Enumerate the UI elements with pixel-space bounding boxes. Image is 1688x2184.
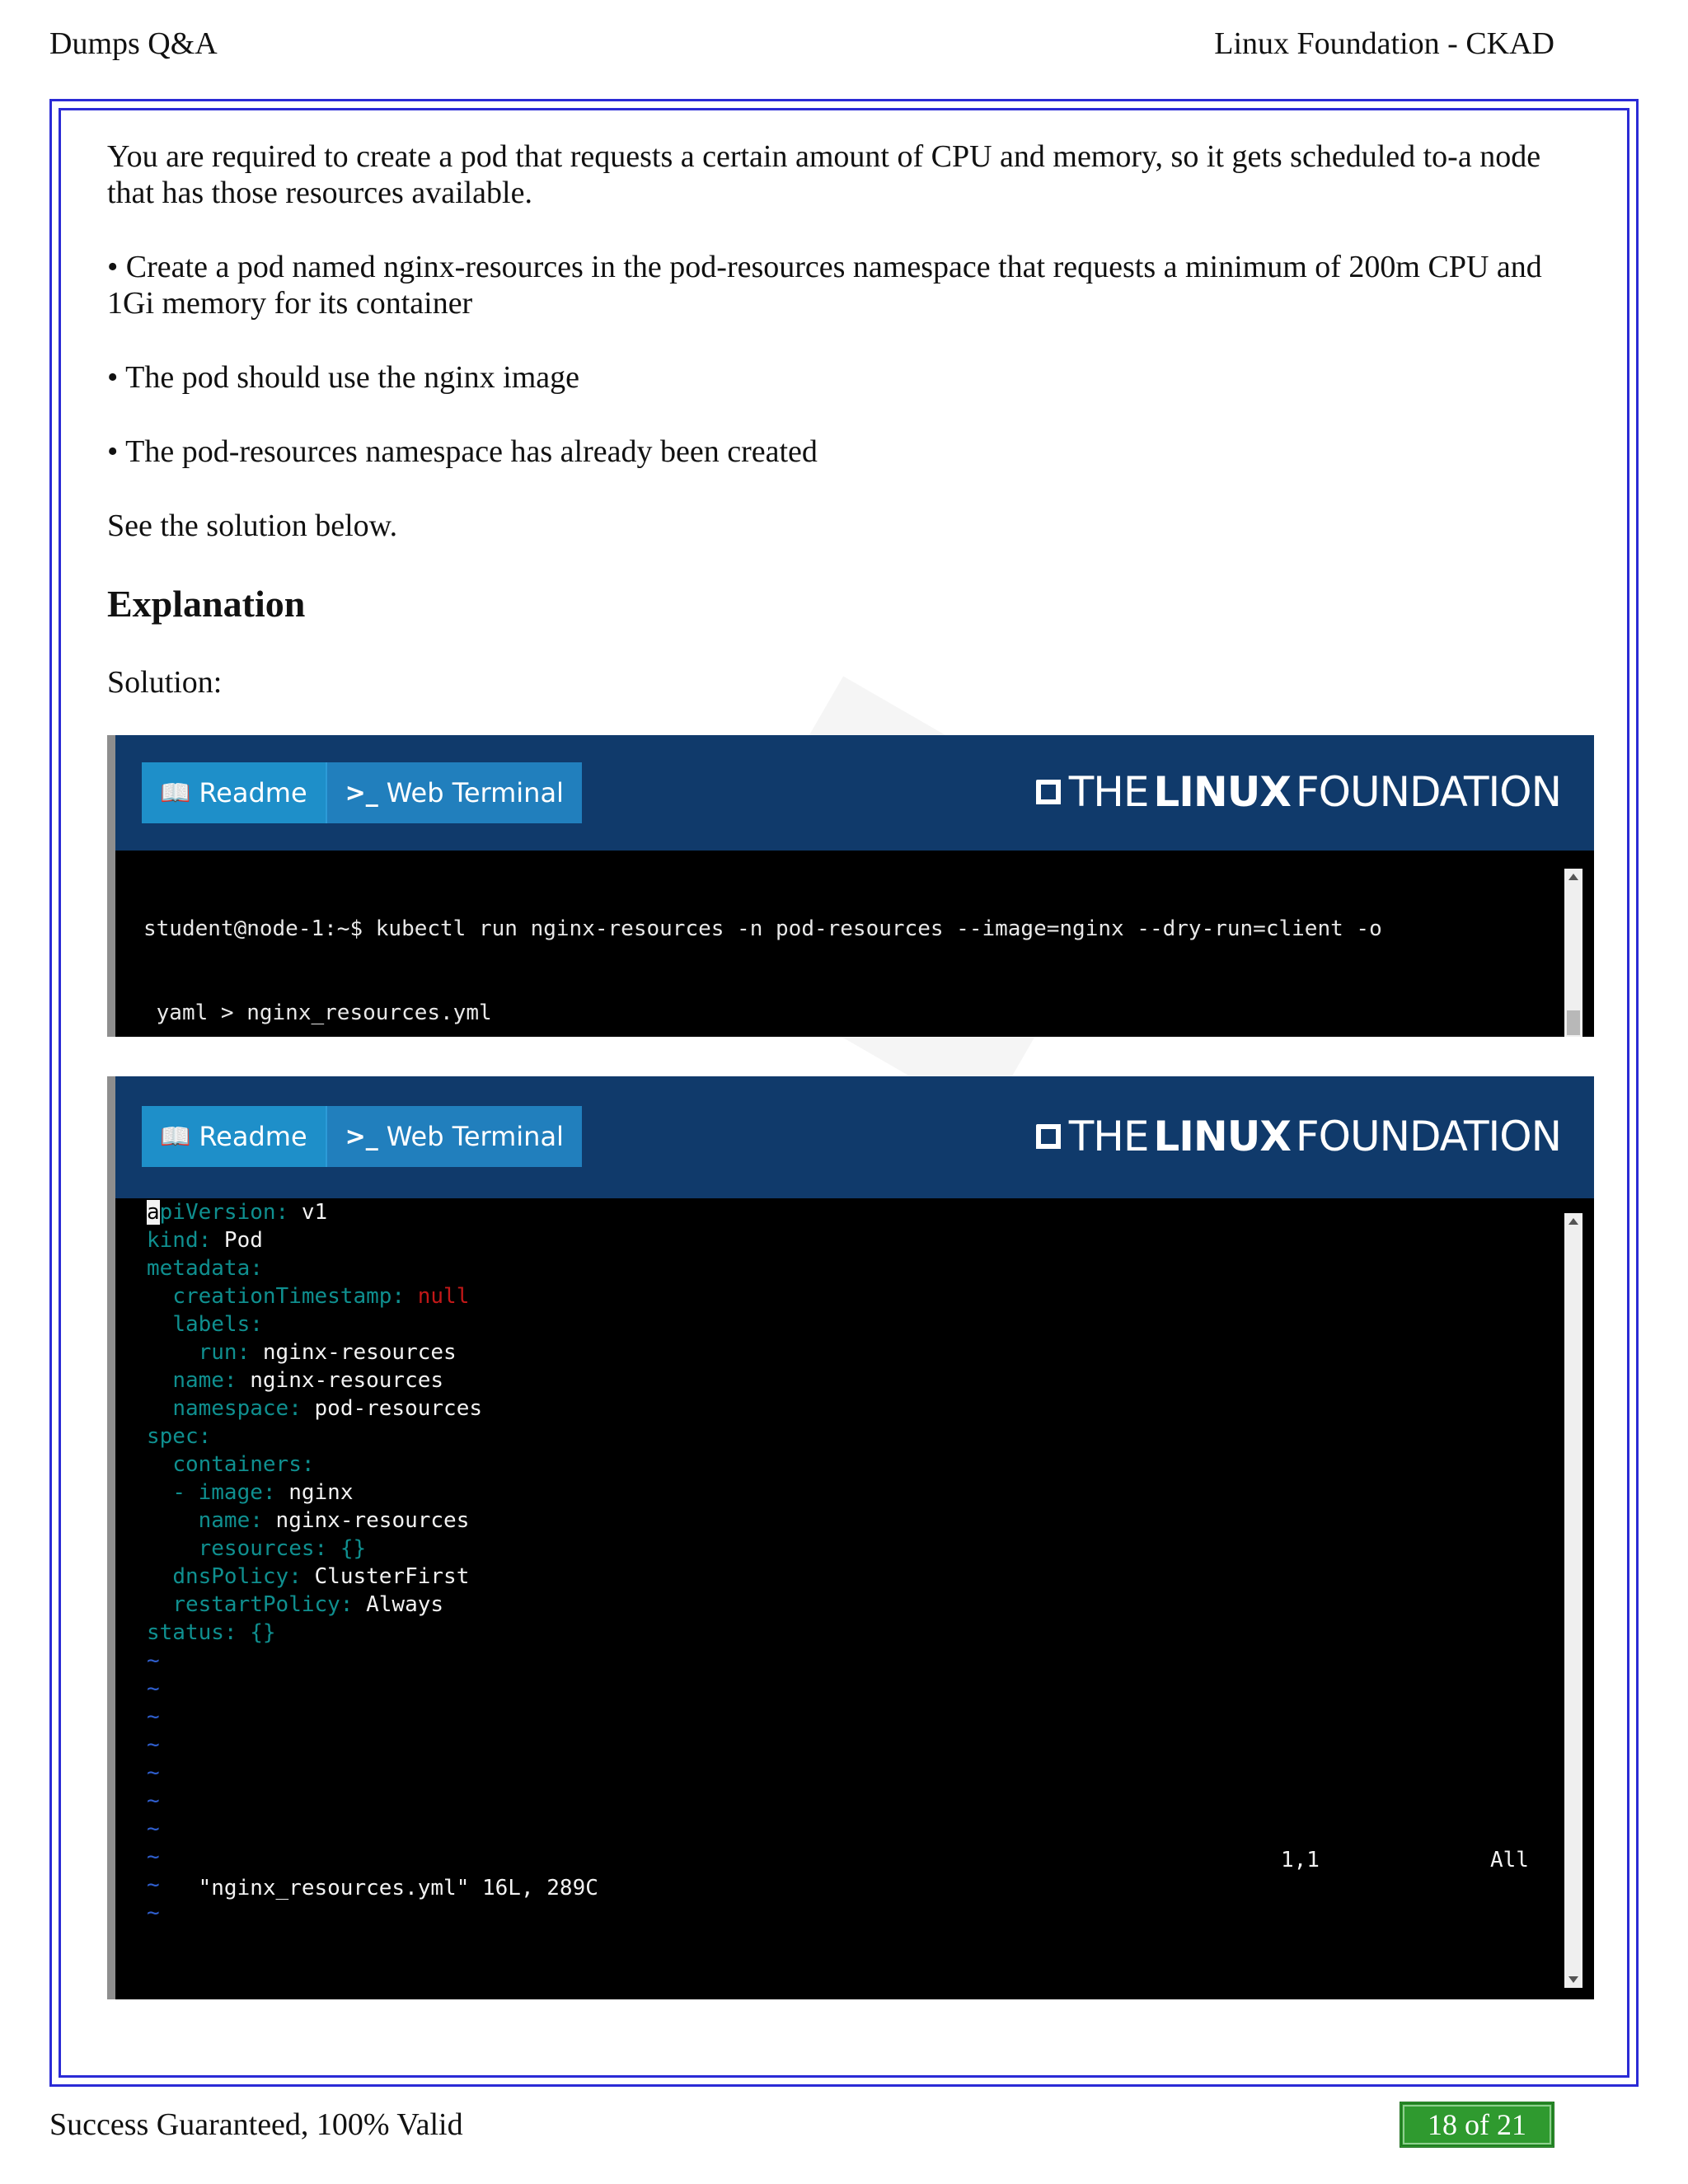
terminal-line: yaml > nginx_resources.yml — [143, 1001, 492, 1025]
yaml-key: labels: — [172, 1312, 263, 1337]
vim-tilde-line: ~ — [147, 1704, 160, 1729]
brand-the: THE — [1068, 1113, 1149, 1160]
yaml-key: restartPolicy: — [172, 1592, 354, 1617]
book-icon: 📖 — [160, 1122, 191, 1151]
yaml-key-rest: piVersion: — [159, 1200, 289, 1225]
terminal-line: student@node-1:~$ kubectl run nginx-resources -n pod-resources --image=nginx --dry-run=client -o — [143, 916, 1382, 941]
terminal-tabs — [142, 1106, 582, 1167]
yaml-key: creationTimestamp: — [172, 1284, 406, 1309]
yaml-key: - image: — [172, 1480, 276, 1505]
terminal-scrollbar[interactable] — [1564, 869, 1582, 1037]
vim-line — [147, 1451, 482, 1479]
header-left: Dumps Q&A — [49, 26, 218, 61]
yaml-key: kind: — [147, 1228, 212, 1253]
vim-indent — [147, 1340, 199, 1365]
scroll-up-icon[interactable] — [1568, 874, 1578, 880]
vim-cursor: a — [147, 1200, 160, 1225]
terminal-left-edge — [107, 1076, 115, 1999]
linux-foundation-mark-icon — [1036, 780, 1061, 804]
question-intro: You are required to create a pod that requests a certain amount of CPU and memory, so it gets scheduled to-a node that has those resources available. — [107, 139, 1541, 210]
terminal-left-edge — [107, 735, 115, 1037]
vim-indent — [147, 1368, 172, 1393]
terminal-screenshot-2 — [107, 1076, 1594, 1999]
vim-line — [147, 1338, 482, 1366]
vim-tilde-line: ~ — [147, 1872, 160, 1897]
vim-line — [147, 1310, 482, 1338]
vim-line — [147, 1198, 482, 1226]
yaml-value: nginx-resources — [262, 1508, 470, 1533]
vim-line — [147, 1563, 482, 1591]
vim-indent — [147, 1480, 172, 1505]
yaml-key: status: — [147, 1620, 237, 1645]
vim-tilde-line: ~ — [147, 1732, 160, 1757]
vim-tilde-line: ~ — [147, 1676, 160, 1701]
yaml-key: metadata: — [147, 1256, 263, 1281]
question-bullet-2: • The pod should use the nginx image — [107, 360, 580, 395]
yaml-value: {} — [327, 1536, 367, 1561]
yaml-value: v1 — [288, 1200, 328, 1225]
vim-tilde-line: ~ — [147, 1760, 160, 1785]
vim-line — [147, 1619, 482, 1647]
vim-line — [147, 1254, 482, 1282]
scroll-up-icon[interactable] — [1568, 1218, 1578, 1225]
yaml-value: nginx-resources — [250, 1340, 457, 1365]
vim-indent — [147, 1396, 172, 1421]
vim-indent — [147, 1284, 172, 1309]
yaml-key: containers: — [172, 1452, 315, 1477]
vim-line — [147, 1507, 482, 1535]
vim-tilde-line: ~ — [147, 1788, 160, 1813]
vim-line — [147, 1226, 482, 1254]
terminal-screenshot-1 — [107, 735, 1594, 1037]
vim-indent — [147, 1592, 172, 1617]
vim-line — [147, 1591, 482, 1619]
yaml-value: Always — [353, 1592, 444, 1617]
vim-buffer[interactable] — [147, 1198, 482, 1927]
vim-indent — [147, 1312, 172, 1337]
linux-foundation-logo — [1036, 1113, 1561, 1160]
tab-web-terminal[interactable] — [326, 762, 582, 823]
brand-linux: LINUX — [1153, 1113, 1291, 1160]
vim-status-line — [147, 1846, 1545, 1986]
vim-indent — [147, 1452, 172, 1477]
yaml-value: ClusterFirst — [301, 1564, 470, 1589]
see-solution-text: See the solution below. — [107, 509, 398, 543]
yaml-value: Pod — [211, 1228, 263, 1253]
vim-tilde-line: ~ — [147, 1816, 160, 1841]
brand-the: THE — [1068, 768, 1149, 816]
vim-status-all: All — [1490, 1848, 1529, 1872]
brand-foundation: FOUNDATION — [1295, 768, 1561, 816]
tab-readme-label: Readme — [199, 1121, 307, 1152]
terminal-tabs — [142, 762, 582, 823]
header-right: Linux Foundation - CKAD — [1214, 26, 1554, 61]
linux-foundation-mark-icon — [1036, 1124, 1061, 1149]
solution-label: Solution: — [107, 665, 223, 700]
yaml-key: run: — [198, 1340, 251, 1365]
terminal-topbar — [115, 1076, 1594, 1198]
book-icon: 📖 — [160, 778, 191, 808]
tab-web-terminal[interactable] — [326, 1106, 582, 1167]
brand-linux: LINUX — [1153, 768, 1291, 816]
linux-foundation-logo — [1036, 768, 1561, 816]
scroll-thumb[interactable] — [1567, 1010, 1580, 1035]
scroll-down-icon[interactable] — [1568, 1976, 1578, 1983]
terminal-prompt-icon: >_ — [345, 778, 378, 808]
yaml-key: name: — [198, 1508, 263, 1533]
vim-status-position: 1,1 — [1281, 1848, 1320, 1872]
vim-indent — [147, 1536, 199, 1561]
tab-readme[interactable] — [142, 762, 326, 823]
vim-line — [147, 1394, 482, 1422]
yaml-key: resources: — [198, 1536, 328, 1561]
tab-readme-label: Readme — [199, 777, 307, 808]
yaml-value: null — [405, 1284, 470, 1309]
yaml-value: nginx — [275, 1480, 354, 1505]
vim-status-file: "nginx_resources.yml" 16L, 289C — [198, 1876, 598, 1900]
vim-tilde-line: ~ — [147, 1844, 160, 1869]
vim-indent — [147, 1508, 199, 1533]
tab-web-terminal-label: Web Terminal — [386, 777, 564, 808]
vim-line — [147, 1282, 482, 1310]
page-number-badge: 18 of 21 — [1400, 2102, 1554, 2148]
terminal-prompt-icon: >_ — [345, 1122, 378, 1151]
explanation-heading: Explanation — [107, 583, 306, 625]
question-bullet-1: • Create a pod named nginx-resources in the pod-resources namespace that requests a minimum of 200m CPU and 1Gi memory for its container — [107, 250, 1542, 321]
vim-indent — [147, 1564, 172, 1589]
yaml-value: {} — [237, 1620, 276, 1645]
yaml-value: pod-resources — [301, 1396, 483, 1421]
tab-web-terminal-label: Web Terminal — [386, 1121, 564, 1152]
vim-line — [147, 1479, 482, 1507]
yaml-value: nginx-resources — [237, 1368, 444, 1393]
question-bullet-3: • The pod-resources namespace has already been created — [107, 434, 818, 469]
vim-tilde-line: ~ — [147, 1900, 160, 1925]
vim-line — [147, 1422, 482, 1451]
tab-readme[interactable] — [142, 1106, 326, 1167]
footer-left: Success Guaranteed, 100% Valid — [49, 2107, 463, 2142]
terminal-scrollbar[interactable] — [1564, 1213, 1582, 1988]
yaml-key: spec: — [147, 1424, 212, 1449]
vim-line — [147, 1535, 482, 1563]
yaml-key: namespace: — [172, 1396, 302, 1421]
vim-line — [147, 1366, 482, 1394]
terminal-topbar — [115, 735, 1594, 851]
yaml-key: dnsPolicy: — [172, 1564, 302, 1589]
yaml-key: name: — [172, 1368, 237, 1393]
vim-tilde-line: ~ — [147, 1648, 160, 1673]
brand-foundation: FOUNDATION — [1295, 1113, 1561, 1160]
